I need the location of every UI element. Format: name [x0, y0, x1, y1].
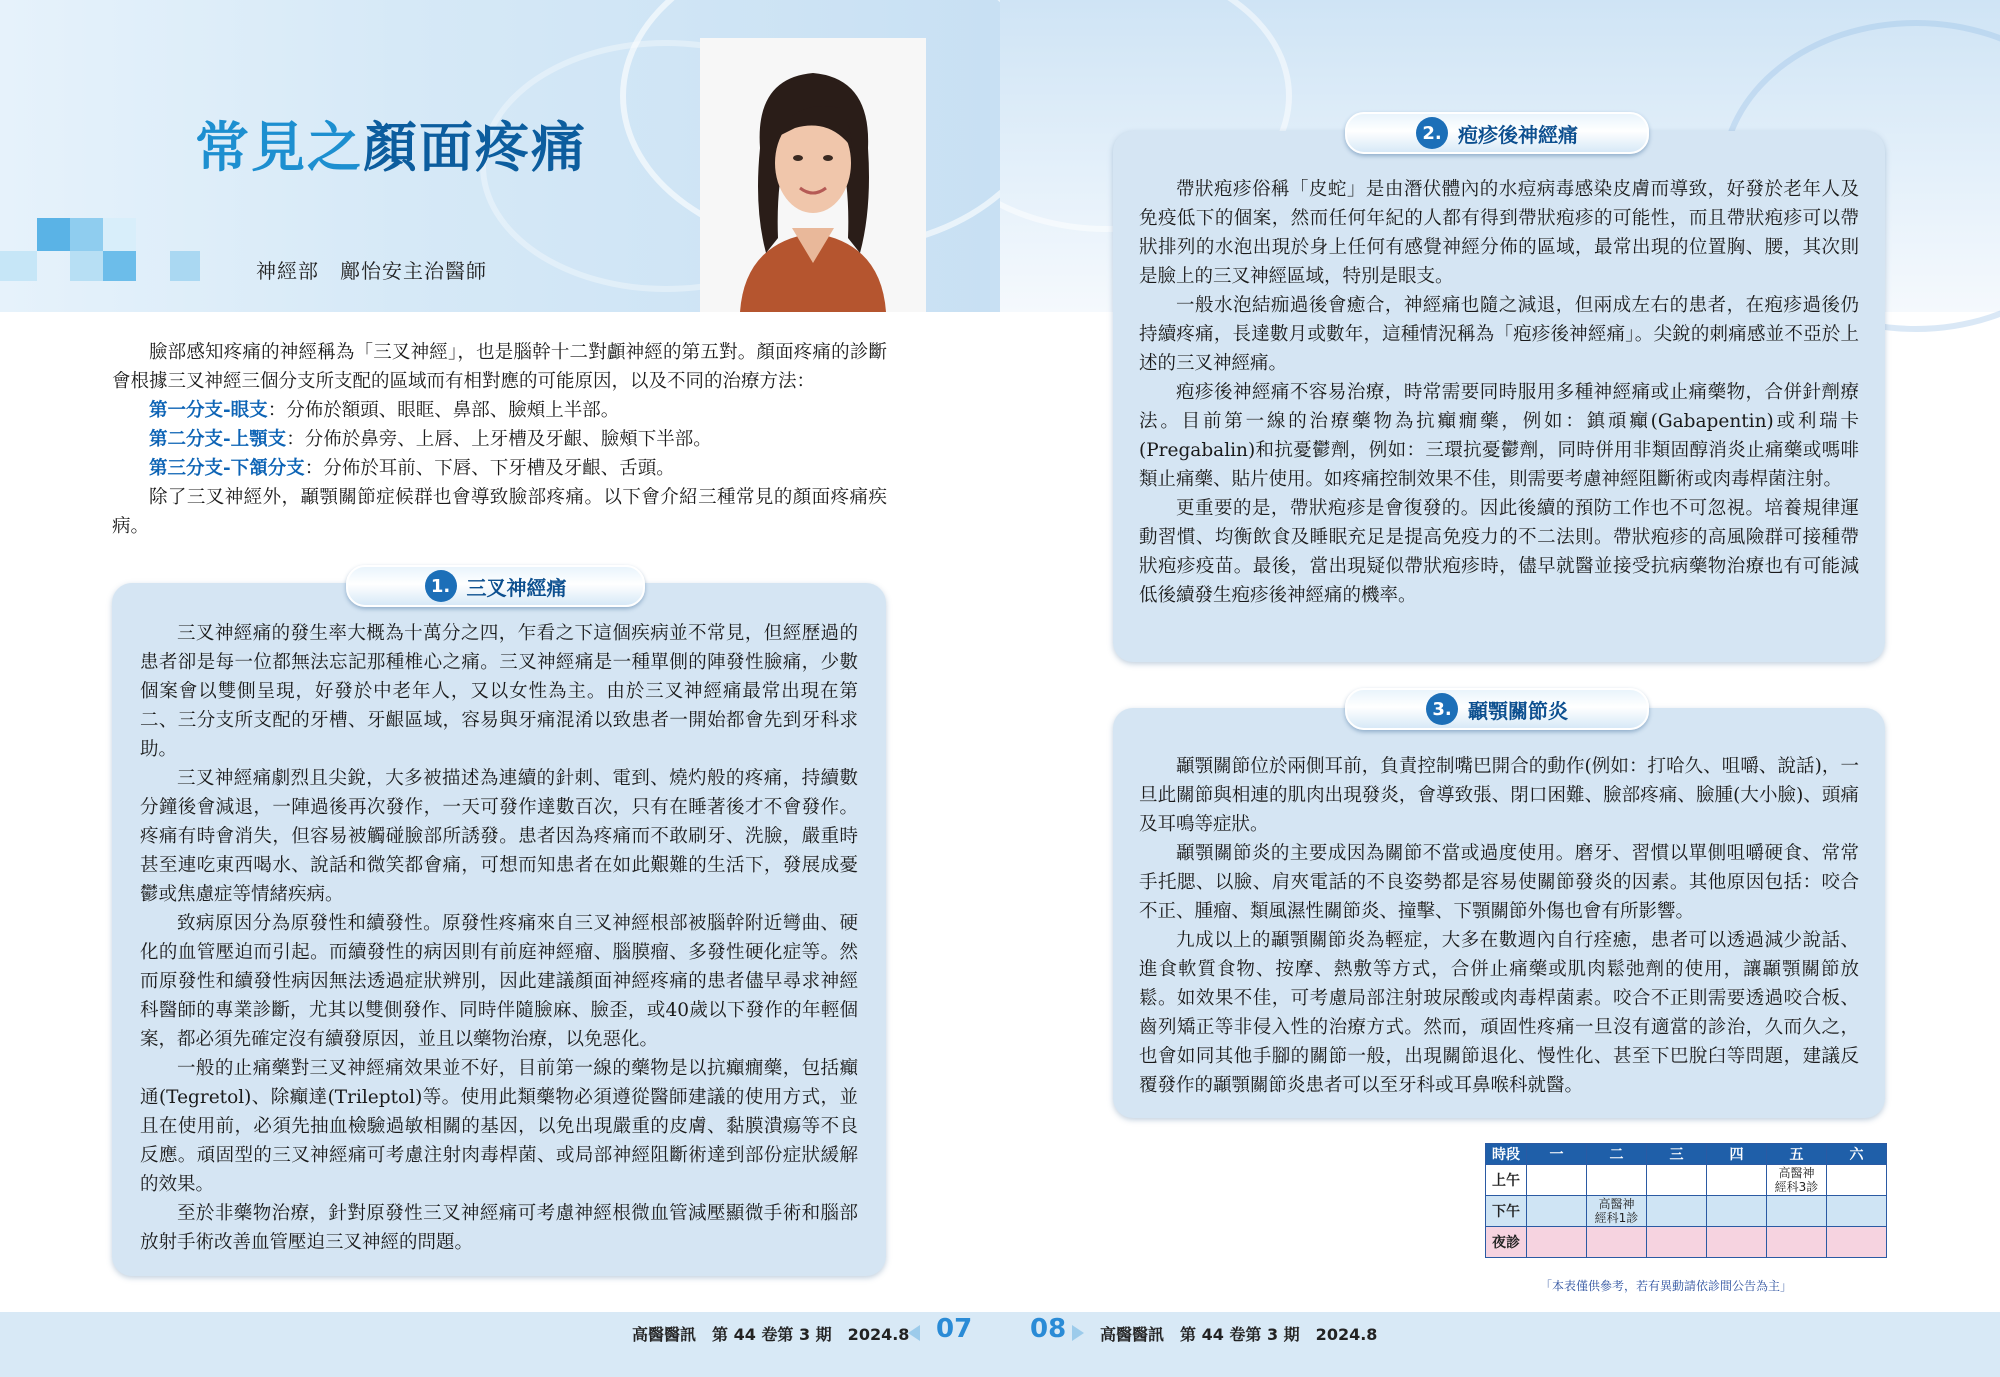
section-heading-label: 疱疹後神經痛 [1458, 122, 1578, 147]
intro-section [112, 338, 887, 541]
schedule-cell [1647, 1196, 1707, 1227]
schedule-header-cell: 三 [1647, 1144, 1707, 1165]
section1-paragraph: 三叉神經痛劇烈且尖銳，大多被描述為連續的針刺、電到、燒灼般的疼痛，持續數分鐘後會減退，一陣過後再次發作，一天可發作達數百次，只有在睡著後才不會發作。疼痛有時會消失，但容易被觸碰臉部所誘發。患者因為疼痛而不敢刷牙、洗臉，嚴重時甚至連吃東西喝水、說話和微笑都會痛，可想而知患者在如此艱難的生活下，發展成憂鬱或焦慮症等情緒疾病。 [140, 768, 858, 905]
schedule-cell [1767, 1227, 1827, 1258]
section3-paragraph: 顳顎關節炎的主要成因為關節不當或過度使用。磨牙、習慣以單側咀嚼硬食、常常手托腮、以臉、肩夾電話的不良姿勢都是容易使關節發炎的因素。其他原因包括：咬合不正、腫瘤、類風濕性關節炎、撞擊、下顎關節外傷也會有所影響。 [1139, 843, 1859, 922]
section2-body [1139, 175, 1859, 610]
branch-line-1 [112, 396, 887, 425]
schedule-row-morning [1486, 1165, 1887, 1196]
right-page-number: 08 [1030, 1314, 1067, 1344]
branch-desc: ：分佈於耳前、下唇、下牙槽及牙齦、舌頭。 [304, 458, 675, 479]
schedule-header-cell: 二 [1587, 1144, 1647, 1165]
schedule-row-afternoon [1486, 1196, 1887, 1227]
schedule-cell [1647, 1227, 1707, 1258]
section1-heading [346, 565, 645, 607]
prev-arrow-icon [908, 1325, 920, 1341]
portrait-illustration [700, 38, 926, 312]
schedule-cell [1647, 1165, 1707, 1196]
schedule-cell [1527, 1227, 1587, 1258]
schedule-cell [1527, 1196, 1587, 1227]
section1-paragraph: 至於非藥物治療，針對原發性三叉神經痛可考慮神經根微血管減壓顯微手術和腦部放射手術改善血管壓迫三叉神經的問題。 [140, 1203, 858, 1253]
schedule-cell [1527, 1165, 1587, 1196]
schedule-header-cell: 六 [1827, 1144, 1887, 1165]
left-page-number: 07 [936, 1314, 973, 1344]
schedule-header-cell: 時段 [1486, 1144, 1527, 1165]
decorative-square [70, 251, 103, 281]
schedule-cell [1707, 1165, 1767, 1196]
schedule-cell [1827, 1165, 1887, 1196]
branch-name: 第二分支-上顎支 [149, 429, 287, 450]
section2-paragraph: 帶狀疱疹俗稱「皮蛇」是由潛伏體內的水痘病毒感染皮膚而導致，好發於老年人及免疫低下的個案，然而任何年紀的人都有得到帶狀疱疹的可能性，而且帶狀疱疹可以帶狀排列的水泡出現於身上任何有感覺神經分佈的區域，最常出現的位置胸、腰，其次則是臉上的三叉神經區域，特別是眼支。 [1139, 179, 1859, 287]
section-number-badge: 2. [1416, 117, 1448, 149]
schedule-cell-clinic: 高醫神 經科3診 [1767, 1165, 1827, 1196]
branch-line-2 [112, 425, 887, 454]
branch-name: 第一分支-眼支 [149, 400, 268, 421]
section-heading-label: 顳顎關節炎 [1468, 698, 1568, 723]
schedule-cell-clinic: 高醫神 經科1診 [1587, 1196, 1647, 1227]
schedule-note: 「本表僅供參考，若有異動請依診間公告為主」 [1540, 1279, 1793, 1293]
section1-box [112, 583, 886, 1276]
left-footer-text: 高醫醫訊 第 44 卷第 3 期 2024.8 [632, 1325, 910, 1344]
schedule-header-cell: 一 [1527, 1144, 1587, 1165]
schedule-cell [1767, 1196, 1827, 1227]
schedule-cell [1827, 1196, 1887, 1227]
schedule-cell [1707, 1196, 1767, 1227]
section3-paragraph: 九成以上的顳顎關節炎為輕症，大多在數週內自行痊癒，患者可以透過減少說話、進食軟質食物、按摩、熱敷等方式，合併止痛藥或肌肉鬆弛劑的使用，讓顳顎關節放鬆。如效果不佳，可考慮局部注射玻尿酸或肉毒桿菌素。咬合不正則需要透過咬合板、齒列矯正等非侵入性的治療方式。然而，頑固性疼痛一旦沒有適當的診治，久而久之，也會如同其他手腳的關節一般，出現關節退化、慢性化、甚至下巴脫臼等問題，建議反覆發作的顳顎關節炎患者可以至牙科或耳鼻喉科就醫。 [1139, 930, 1859, 1096]
right-footer-text: 高醫醫訊 第 44 卷第 3 期 2024.8 [1100, 1325, 1378, 1344]
article-title [195, 105, 587, 182]
schedule-cell [1707, 1227, 1767, 1258]
schedule-row-label: 上午 [1486, 1165, 1527, 1196]
author-photo [700, 38, 926, 312]
decorative-square [0, 251, 37, 281]
decorative-square [103, 251, 136, 281]
section3-heading [1345, 688, 1649, 730]
section-number-badge: 1. [425, 570, 457, 602]
section2-paragraph: 疱疹後神經痛不容易治療，時常需要同時服用多種神經痛或止痛藥物，合併針劑療法。目前第一線的治療藥物為抗癲癇藥，例如：鎮頑癲(Gabapentin)或利瑞卡(Pregabalin)和抗憂鬱劑，例如：三環抗憂鬱劑，同時併用非類固醇消炎止痛藥或嗎啡類止痛藥、貼片使用。如疼痛控制效果不佳，則需要考慮神經阻斷術或肉毒桿菌注射。 [1139, 382, 1859, 490]
title-part-1: 常見之 [195, 116, 363, 179]
section1-paragraph: 致病原因分為原發性和續發性。原發性疼痛來自三叉神經根部被腦幹附近彎曲、硬化的血管壓迫而引起。而續發性的病因則有前庭神經瘤、腦膜瘤、多發性硬化症等。然而原發性和續發性病因無法透過症狀辨別，因此建議顏面神經疼痛的患者儘早尋求神經科醫師的專業診斷，尤其以雙側發作、同時伴隨臉麻、臉歪，或40歲以下發作的年輕個案，都必須先確定沒有續發原因，並且以藥物治療，以免惡化。 [140, 913, 858, 1050]
schedule-row-label: 夜診 [1486, 1227, 1527, 1258]
schedule-cell [1587, 1165, 1647, 1196]
section2-paragraph: 更重要的是，帶狀疱疹是會復發的。因此後續的預防工作也不可忽視。培養規律運動習慣、均衡飲食及睡眠充足是提高免疫力的不二法則。帶狀疱疹的高風險群可接種帶狀疱疹疫苗。最後，當出現疑似帶狀疱疹時，儘早就醫並接受抗病藥物治療也有可能減低後續發生疱疹後神經痛的機率。 [1139, 498, 1859, 606]
branch-name: 第三分支-下頷分支 [149, 458, 305, 479]
author-line: 神經部 鄺怡安主治醫師 [256, 259, 487, 283]
schedule-cell [1587, 1227, 1647, 1258]
section-heading-label: 三叉神經痛 [466, 575, 567, 600]
section1-paragraph: 一般的止痛藥對三叉神經痛效果並不好，目前第一線的藥物是以抗癲癇藥，包括癲通(Tegretol)、除癲達(Trileptol)等。使用此類藥物必須遵從醫師建議的使用方式，並且在使用前，必須先抽血檢驗過敏相關的基因，以免出現嚴重的皮膚、黏膜潰瘍等不良反應。頑固型的三叉神經痛可考慮注射肉毒桿菌、或局部神經阻斷術達到部份症狀緩解的效果。 [140, 1058, 858, 1195]
section2-heading [1345, 112, 1649, 154]
section3-body [1139, 752, 1859, 1100]
schedule-header-row [1486, 1144, 1887, 1165]
section-number-badge: 3. [1426, 693, 1458, 725]
section1-paragraph: 三叉神經痛的發生率大概為十萬分之四，乍看之下這個疾病並不常見，但經歷過的患者卻是每一位都無法忘記那種椎心之痛。三叉神經痛是一種單側的陣發性臉痛，少數個案會以雙側呈現，好發於中老年人，又以女性為主。由於三叉神經痛最常出現在第二、三分支所支配的牙槽、牙齦區域，容易與牙痛混淆以致患者一開始都會先到牙科求助。 [140, 623, 858, 760]
intro-paragraph: 臉部感知疼痛的神經稱為「三叉神經」，也是腦幹十二對顱神經的第五對。顏面疼痛的診斷會根據三叉神經三個分支所支配的區域而有相對應的可能原因，以及不同的治療方法： [112, 342, 887, 392]
clinic-schedule-table [1485, 1143, 1887, 1258]
decorative-square [170, 251, 200, 281]
schedule-row-night [1486, 1227, 1887, 1258]
branch-desc: ：分佈於鼻旁、上唇、上牙槽及牙齦、臉頰下半部。 [286, 429, 712, 450]
decorative-square [70, 218, 103, 251]
decorative-square [37, 218, 70, 251]
section1-body [140, 619, 858, 1257]
next-arrow-icon [1072, 1325, 1084, 1341]
intro-closing: 除了三叉神經外，顳顎關節症候群也會導致臉部疼痛。以下會介紹三種常見的顏面疼痛疾病。 [112, 487, 887, 537]
branch-desc: ：分佈於額頭、眼眶、鼻部、臉頰上半部。 [267, 400, 620, 421]
branch-line-3 [112, 454, 887, 483]
title-part-2: 顏面疼痛 [363, 116, 587, 179]
section3-paragraph: 顳顎關節位於兩側耳前，負責控制嘴巴開合的動作(例如：打哈久、咀嚼、說話)，一旦此關節與相連的肌肉出現發炎，會導致張、閉口困難、臉部疼痛、臉腫(大小臉)、頭痛及耳鳴等症狀。 [1139, 756, 1859, 835]
schedule-header-cell: 四 [1707, 1144, 1767, 1165]
schedule-cell [1827, 1227, 1887, 1258]
schedule-row-label: 下午 [1486, 1196, 1527, 1227]
section2-paragraph: 一般水泡結痂過後會癒合，神經痛也隨之減退，但兩成左右的患者，在疱疹過後仍持續疼痛，長達數月或數年，這種情況稱為「疱疹後神經痛」。尖銳的刺痛感並不亞於上述的三叉神經痛。 [1139, 295, 1859, 374]
decorative-square [103, 218, 136, 251]
section3-box [1113, 708, 1885, 1118]
section2-box [1113, 131, 1885, 662]
schedule-header-cell: 五 [1767, 1144, 1827, 1165]
